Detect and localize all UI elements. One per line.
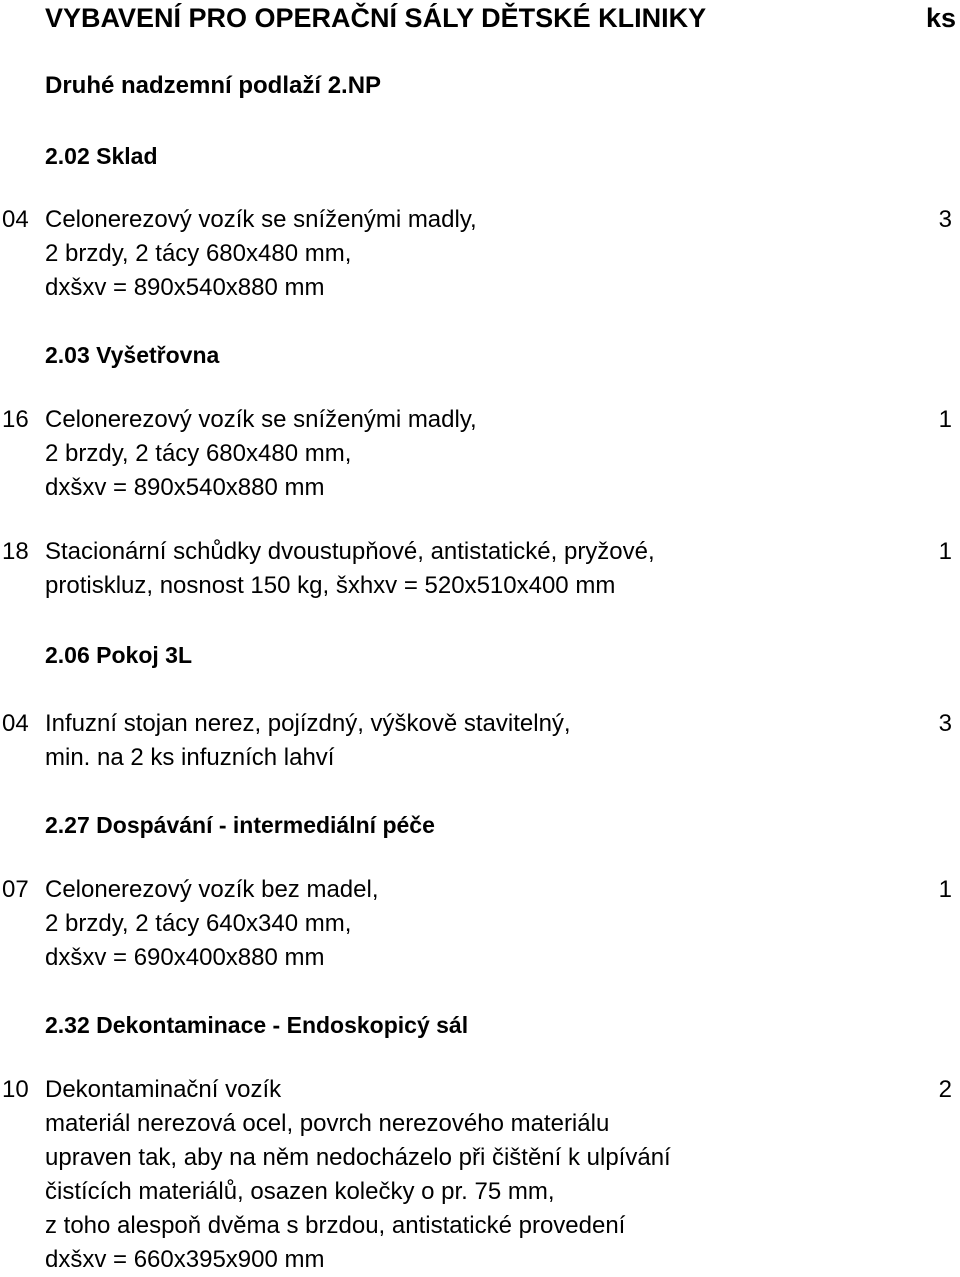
item-quantity: 3 [938, 710, 952, 737]
item-description [45, 1073, 671, 1277]
item-quantity: 2 [938, 1076, 952, 1103]
room-heading: 2.03 Vyšetřovna [45, 342, 220, 368]
item-description [45, 535, 655, 603]
item-description [45, 707, 571, 775]
quantity-unit-header: ks [925, 3, 956, 33]
item-description-line: dxšxv = 890x540x880 mm [45, 474, 325, 501]
item-description [45, 873, 379, 975]
item-description-line: 2 brzdy, 2 tácy 640x340 mm, [45, 910, 352, 937]
item-description-line: upraven tak, aby na něm nedocházelo při čištění k ulpívání [45, 1144, 671, 1171]
item-description-line: 2 brzdy, 2 tácy 680x480 mm, [45, 440, 352, 467]
item-description-line: dxšxv = 690x400x880 mm [45, 944, 325, 971]
item-description [45, 203, 477, 305]
item-code: 16 [2, 406, 29, 433]
item-code: 04 [2, 206, 29, 233]
room-heading: 2.27 Dospávání - intermediální péče [45, 812, 435, 838]
item-quantity: 3 [938, 206, 952, 233]
item-quantity: 1 [938, 406, 952, 433]
item-description-line: Stacionární schůdky dvoustupňové, antistatické, pryžové, [45, 538, 655, 565]
item-code: 07 [2, 876, 29, 903]
item-description-line: Celonerezový vozík se sníženými madly, [45, 206, 477, 233]
item-description-line: Celonerezový vozík bez madel, [45, 876, 379, 903]
item-quantity: 1 [938, 538, 952, 565]
item-description-line: materiál nerezová ocel, povrch nerezového materiálu [45, 1110, 610, 1137]
item-description-line: dxšxv = 660x395x900 mm [45, 1246, 325, 1273]
item-code: 04 [2, 710, 29, 737]
floor-heading: Druhé nadzemní podlaží 2.NP [45, 72, 382, 99]
item-quantity: 1 [938, 876, 952, 903]
item-description-line: Dekontaminační vozík [45, 1076, 282, 1103]
room-heading: 2.06 Pokoj 3L [45, 642, 193, 668]
item-description-line: dxšxv = 890x540x880 mm [45, 274, 325, 301]
item-code: 18 [2, 538, 29, 565]
document-title: VYBAVENÍ PRO OPERAČNÍ SÁLY DĚTSKÉ KLINIKY [45, 3, 707, 33]
item-description-line: Celonerezový vozík se sníženými madly, [45, 406, 477, 433]
item-description-line: protiskluz, nosnost 150 kg, šxhxv = 520x510x400 mm [45, 572, 616, 599]
item-description-line: 2 brzdy, 2 tácy 680x480 mm, [45, 240, 352, 267]
item-description [45, 403, 477, 505]
room-heading: 2.32 Dekontaminace - Endoskopicý sál [45, 1012, 469, 1038]
room-heading: 2.02 Sklad [45, 143, 158, 169]
item-description-line: čistících materiálů, osazen kolečky o pr. 75 mm, [45, 1178, 555, 1205]
item-description-line: z toho alespoň dvěma s brzdou, antistatické provedení [45, 1212, 626, 1239]
item-description-line: min. na 2 ks infuzních lahví [45, 744, 335, 771]
item-code: 10 [2, 1076, 29, 1103]
item-description-line: Infuzní stojan nerez, pojízdný, výškově stavitelný, [45, 710, 571, 737]
